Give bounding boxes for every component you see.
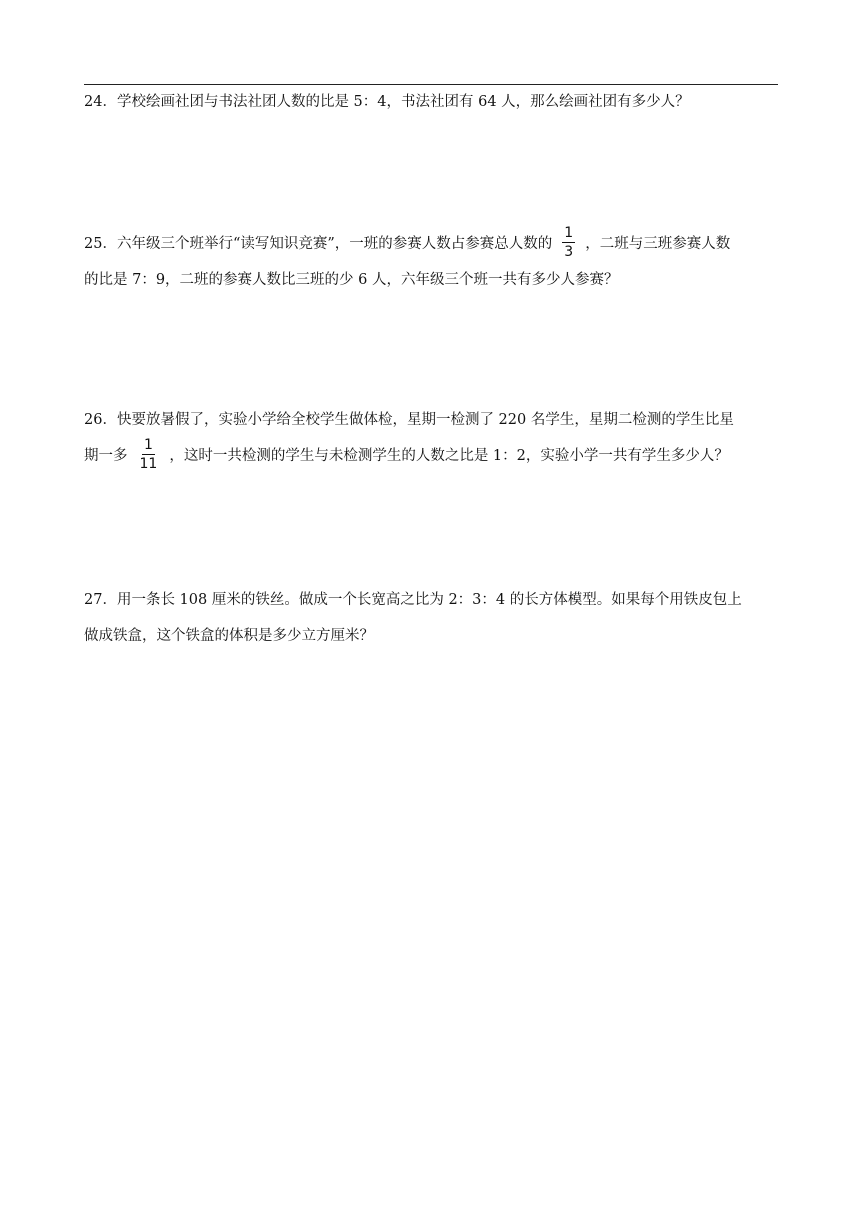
question-26-line-1 [84,402,778,438]
question-24 [84,84,778,120]
question-text: ，这时一共检测的学生与未检测学生的人数之比是 1：2，实验小学一共有学生多少人？ [169,448,729,464]
question-24-line-1 [84,84,778,120]
fraction-denominator: 11 [139,455,158,472]
question-text: ，二班与三班参赛人数 [585,236,731,252]
question-25 [84,226,778,298]
question-27-line-1 [84,582,778,618]
question-text: 用一条长 108 厘米的铁丝。做成一个长宽高之比为 2：3：4 的长方体模型。如果每个用铁皮包上 [116,592,742,608]
question-25-line-2: 的比是 7：9，二班的参赛人数比三班的少 6 人，六年级三个班一共有多少人参赛？ [84,272,619,288]
fraction-numerator: 1 [564,224,574,241]
question-number: 26． [84,412,117,428]
question-27-line-2: 做成铁盒，这个铁盒的体积是多少立方厘米？ [84,628,374,644]
question-text: 期一多 [84,448,128,464]
question-27 [84,582,778,654]
question-number: 27． [84,592,117,608]
question-number: 25． [84,236,117,252]
question-text: 快要放暑假了，实验小学给全校学生做体检，星期一检测了 220 名学生，星期二检测的学生比星 [116,412,734,428]
question-26 [84,402,778,474]
fraction [138,438,160,471]
fraction-numerator: 1 [143,436,153,453]
question-26-line-2 [84,438,778,474]
question-25-line-1 [84,226,778,262]
fraction-denominator: 3 [564,243,574,260]
question-text: 学校绘画社团与书法社团人数的比是 5：4，书法社团有 64 人，那么绘画社团有多少人？ [116,94,690,110]
question-number: 24． [84,94,117,110]
question-text: 六年级三个班举行“读写知识竞赛”，一班的参赛人数占参赛总人数的 [116,236,553,252]
fraction [562,226,575,259]
